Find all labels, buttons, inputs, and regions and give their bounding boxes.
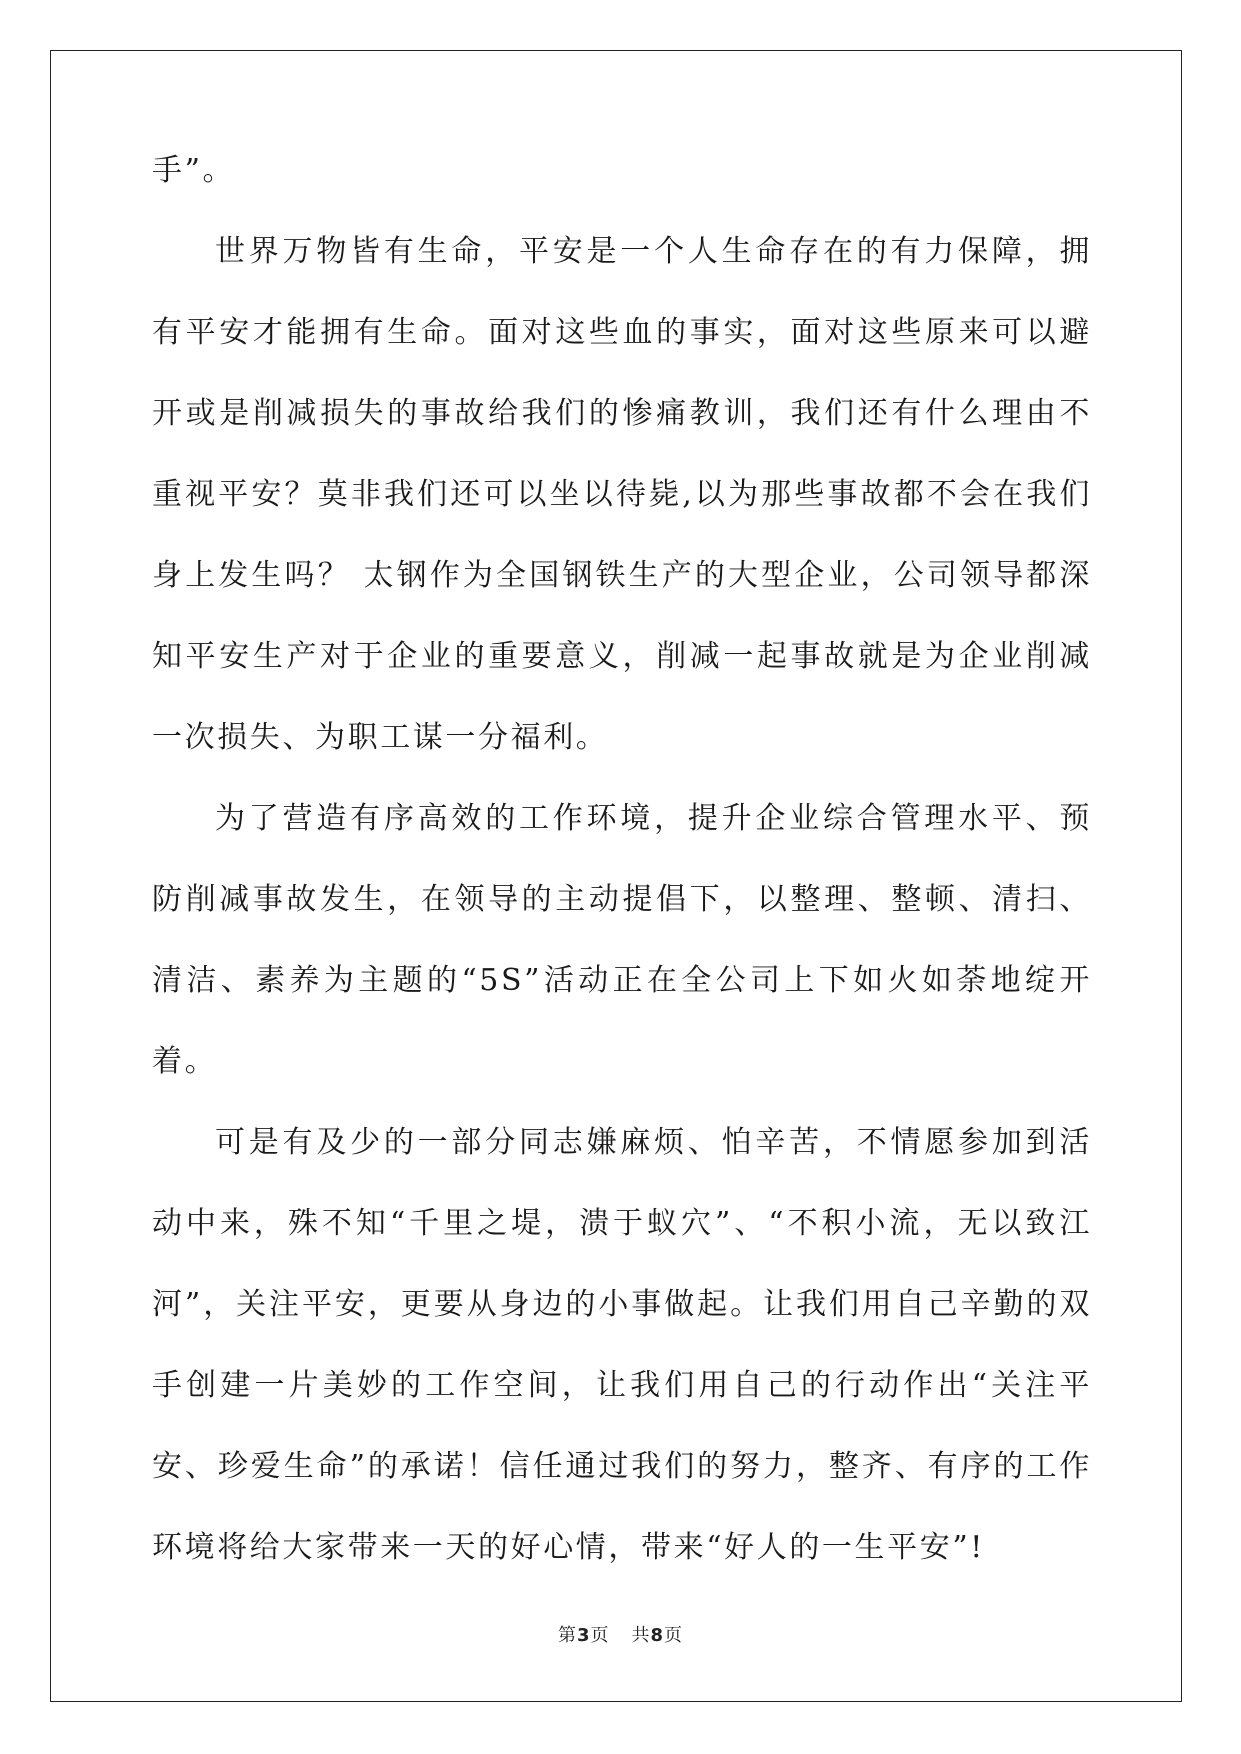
footer-total-suffix: 页	[664, 1625, 684, 1646]
paragraph-3: 为了营造有序高效的工作环境，提升企业综合管理水平、预防削减事故发生，在领导的主动提倡下，以整理、整顿、清扫、清洁、素养为主题的“5S”活动正在全公司上下如火如荼地绽开着。	[152, 801, 1092, 1079]
footer-total-prefix: 共	[631, 1625, 651, 1646]
footer-page-suffix: 页	[590, 1625, 610, 1646]
paragraph-2: 世界万物皆有生命，平安是一个人生命存在的有力保障，拥有平安才能拥有生命。面对这些血的事实，面对这些原来可以避开或是削减损失的事故给我们的惨痛教训，我们还有什么理由不重视平安？莫非我们还可以坐以待毙,以为那些事故都不会在我们身上发生吗？ 太钢作为全国钢铁生产的大型企业，公司领导都深知平安生产对于企业的重要意义，削减一起事故就是为企业削减一次损失、为职工谋一分福利。	[152, 234, 1092, 755]
footer-prefix: 第	[557, 1625, 577, 1646]
current-page-number: 3	[576, 1625, 591, 1646]
total-pages-number: 8	[650, 1625, 665, 1646]
document-body	[152, 153, 1092, 1588]
paragraph-1: 手”。	[152, 153, 236, 188]
paragraph-4: 可是有及少的一部分同志嫌麻烦、怕辛苦，不情愿参加到活动中来，殊不知“千里之堤，溃于蚁穴”、“不积小流，无以致江河”，关注平安，更要从身边的小事做起。让我们用自己辛勤的双手创建一片美妙的工作空间，让我们用自己的行动作出“关注平安、珍爱生命”的承诺！信任通过我们的努力，整齐、有序的工作环境将给大家带来一天的好心情，带来“好人的一生平安”!	[152, 1125, 1092, 1565]
page-footer	[0, 1621, 1241, 1647]
